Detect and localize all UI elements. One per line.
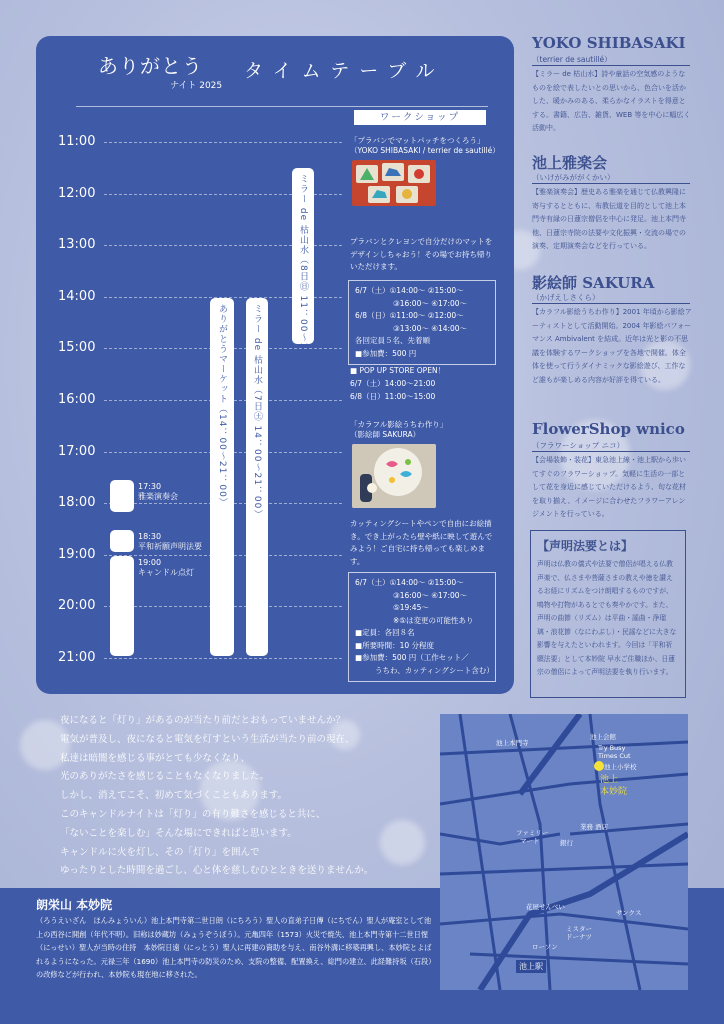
- map-label: Times Cut: [598, 752, 631, 760]
- candle-block: [110, 556, 134, 656]
- workshop-heading: ワークショップ: [354, 110, 486, 125]
- hour-gridline: [104, 142, 342, 143]
- hour-label: 11:00: [58, 134, 96, 149]
- schedule-line: ■所要時間：10 分程度: [355, 640, 435, 650]
- map-label: 池上本門寺: [496, 739, 529, 747]
- profile-body-sakura: 【カラフル影絵うちわ作り】2001 年頃から影絵アーティストとして活動開始。2004 年影絵パフォーマンス Ambivalent を結成。近年は光と影の不思議を体験するワークショップを各地で開催。体全体を使って行うダイナミックな影絵遊び、工作など誰もが楽しめる内容が好評を得ている。: [532, 308, 692, 384]
- shomyo-event: [138, 532, 202, 552]
- venue-label: 池上: [600, 775, 619, 785]
- map-label: 池上会館: [590, 733, 616, 741]
- message-line: 光のありがたさを感じることもなくなりました。: [60, 771, 270, 783]
- profile-sub-gagaku: （いけがみががくかい）: [532, 173, 615, 182]
- gagaku-block: [110, 480, 134, 512]
- map-roads: [440, 714, 688, 990]
- candle-night-message: [60, 712, 373, 881]
- title-divider: [76, 106, 488, 107]
- ws2-description: カッティングシートやペンで自由にお絵描き。でき上がったら壁や紙に映して遊んでみよう！ご自宅に持ち帰っても楽しめます。: [350, 519, 493, 566]
- profile-sub-yoko: （terrier de sautillé）: [532, 55, 612, 64]
- map-label: 花屋せんべい: [526, 903, 565, 911]
- shomyo-body: 声明は仏教の儀式や法要で僧侶が唱える仏教声楽で、仏さまや菩薩さまの教えや徳を讃えるお経にリズムをつけ朗唱するものですが、鳴物や打物があるとでも奏やかです。また、声明の曲節（リズム）は平曲・謡曲・浄瑠璃・浪花節（なにわぶし）・民謡などに大きな影響を与えたといわれます。今回は「平和祈願法要」として本妙院 早水ご住職ほか、日蓮宗の僧侶によって声明法要を執り行います。: [537, 560, 677, 676]
- candle-event: [138, 558, 194, 578]
- event-subtitle: ナイト 2025: [170, 81, 223, 91]
- popup-store: [350, 364, 445, 403]
- plaban-photo: [352, 160, 436, 206]
- schedule-line: うちわ、カッティングシート含む）: [375, 665, 494, 675]
- schedule-line: ③16:00～ ④17:00～: [393, 590, 468, 600]
- hour-gridline: [104, 658, 342, 659]
- message-line: ゆったりとした時間を過ごし、心と体を慈しむひとときを送りませんか。: [60, 865, 374, 877]
- schedule-line: ③16:00～ ④17:00～: [393, 298, 468, 308]
- station-label: 池上駅: [516, 960, 546, 973]
- event-time: 17:30: [138, 482, 162, 491]
- temple-title: 朗栄山 本妙院: [36, 898, 113, 912]
- hour-label: 12:00: [58, 185, 96, 201]
- map-label: 銀行: [560, 839, 573, 847]
- ws1-schedule: [348, 280, 496, 365]
- hour-label: 20:00: [58, 598, 96, 614]
- ws1-org: （YOKO SHIBASAKI / terrier de sautillé）: [350, 146, 500, 155]
- hour-label: 16:00: [58, 392, 96, 407]
- schedule-line: 各回定員５名、先着順: [355, 336, 430, 345]
- event-name: 平和祈願声明法要: [138, 542, 202, 551]
- hour-label: 13:00: [58, 237, 96, 253]
- gagaku-event: [138, 482, 178, 502]
- event-name: 雅楽演奏会: [138, 492, 178, 501]
- message-line: 電気が普及し、夜になると電気を灯すという生活が当たり前の現在、: [60, 733, 355, 745]
- temple-history: （ろうえいざん ほんみょういん）池上本門寺第二世日朗（にちろう）聖人の直弟子日傳（にちでん）聖人が庵室として池上の西谷に開創（年代不明）。旧称は妙蔵坊（みょうぞうぼう）。元亀四年（1573）火災で焼失、池上本門寺第十二世日惺（にっせい）聖人が当時の住持 本妙院日遠（にっとう）聖人に再建の資助を与え、南谷外溝に移築再興し、本妙院とよばれるようになった。元禄三年（1690）池上本門寺の防災のため、支院の整備、配置換え、総門の建立、此経難持坂（石段）の改修などが行われ、本妙院も現在地に移された。: [36, 916, 436, 980]
- schedule-line: ■定員：各回８名: [355, 628, 415, 637]
- message-line: このキャンドルナイトは「灯り」の有り難さを感じると共に、: [60, 808, 326, 820]
- map-label: ドーナツ: [566, 933, 592, 941]
- hour-label: 21:00: [58, 650, 96, 665]
- profile-sub-sakura: （かげえしさくら）: [532, 293, 600, 302]
- hour-label: 17:00: [58, 443, 96, 459]
- mirror-karesansui-8th-bar: [292, 168, 314, 390]
- popup-title: ■ POP UP STORE OPEN！: [350, 366, 446, 375]
- profile-name-flowershop: FlowerShop wnico: [532, 420, 685, 438]
- hour-label: 19:00: [58, 546, 96, 562]
- map-label: ミスター: [566, 925, 592, 933]
- profile-divider: [532, 303, 690, 304]
- map-label: 池上小学校: [604, 763, 637, 771]
- event-title: ありがとう: [98, 54, 203, 78]
- hour-label: 18:00: [58, 495, 96, 511]
- arigatou-market-bar: [210, 298, 234, 656]
- schedule-line: 6/7（土）①14:00～ ②15:00～: [355, 286, 464, 295]
- hour-label: 14:00: [58, 288, 96, 304]
- ws1-title: 「プラバンでマットパッチをつくろう」: [350, 136, 485, 145]
- profile-name-yoko: YOKO SHIBASAKI: [532, 34, 686, 52]
- message-line: 私達は暗闇を感じる事がとても少なくなり、: [60, 752, 251, 764]
- schedule-line: ■参加費：500 円: [355, 348, 417, 358]
- profile-name-sakura: 影絵師 SAKURA: [532, 274, 655, 292]
- map-label: 業務 酒店: [580, 823, 609, 831]
- map-label: ファミリー: [516, 829, 549, 837]
- schedule-line: 6/7（土）①14:00～ ②15:00～: [355, 578, 464, 587]
- message-line: しかし、消えてこそ、初めて気づくこともあります。: [60, 790, 288, 802]
- event-time: 18:30: [138, 532, 162, 541]
- hour-label: 15:00: [58, 340, 96, 356]
- schedule-line: 6/8（日）①11:00～ ②12:00～: [355, 311, 464, 320]
- profile-sub-flowershop: （フラワーショップ ニコ）: [532, 441, 625, 450]
- arigatou-market-label: ありがとうマーケット（14：00～21：00）: [217, 304, 227, 508]
- mirror-karesansui-8th-label: ミラー de 枯山水（8日㊐ 11：00～15：00）: [298, 174, 308, 390]
- profile-body-flowershop: 【会場装飾・装花】東急池上線・池上駅から歩いてすぐのフラワーショップ。気軽に生活の一部として花を身近に感じていただけるよう、旬な花材を取り揃え、イメージに合わせたフラワーアレンジメントを行っている。: [532, 456, 686, 518]
- ws1-description: プラバンとクレヨンで自分だけのマットをデザインしちゃおう！その場でお持ち帰りいただけます。: [350, 237, 493, 271]
- bokeh-light: [380, 820, 425, 865]
- popup-date: 6/7（土）14:00～21:00: [350, 379, 436, 388]
- message-line: 「ないことを楽しむ」そんな場にできればと思います。: [60, 827, 297, 839]
- schedule-line: ⑤19:45～: [393, 603, 429, 612]
- map-label: Try Busy: [598, 744, 626, 752]
- map-label: サンクス: [616, 909, 642, 917]
- event-time: 19:00: [138, 558, 162, 567]
- schedule-line: ③13:00～ ④14:00～: [393, 323, 468, 333]
- event-name: キャンドル点灯: [138, 568, 194, 577]
- timetable-panel: [36, 36, 514, 694]
- ws2-org: （影絵師 SAKURA）: [350, 430, 421, 439]
- venue-label: 本妙院: [600, 787, 628, 797]
- mirror-karesansui-7th-label: ミラー de 枯山水（7日㊏ 14：00～21：00）: [252, 304, 262, 520]
- message-line: キャンドルに火を灯し、その「灯り」を囲んで: [60, 846, 260, 858]
- profile-divider: [532, 451, 690, 452]
- schedule-line: ※⑤は変更の可能性あり: [393, 615, 474, 625]
- ws2-title: 「カラフル影絵うちわ作り」: [350, 420, 448, 429]
- mirror-karesansui-7th-bar: [246, 298, 268, 656]
- profile-name-gagaku: 池上雅楽会: [532, 154, 608, 172]
- shomyo-block: [110, 530, 134, 552]
- map-label: マート: [520, 837, 540, 845]
- map-label: ローソン: [532, 943, 558, 951]
- profile-divider: [532, 65, 690, 66]
- access-map: [440, 714, 688, 990]
- popup-date: 6/8（日）11:00～15:00: [350, 392, 436, 401]
- profile-body-yoko: 【ミラー de 枯山水】詩や童話の空気感のようなものを絵で表したいとの思いから、色合いを活かした、暖かみのある、柔らかなイラストを得意とする。書籍、広告、雑貨、WEB 等を中心に幅広く活動中。: [532, 70, 691, 132]
- timetable-heading: タイムテーブル: [244, 60, 445, 82]
- shomyo-box: [530, 530, 686, 698]
- uchiwa-photo: [352, 444, 436, 508]
- message-line: 夜になると「灯り」があるのが当たり前だとおもっていませんか？: [60, 715, 346, 726]
- shomyo-title: 【声明法要とは】: [537, 539, 634, 553]
- profile-body-gagaku: 【雅楽演奏会】歴史ある雅楽を通じて仏教興隆に寄与するとともに、布教伝道を目的として池上本門寺有縁の日蓮宗僧侶を中心に発足。池上本門寺他、日蓮宗寺院の法要や文化振興・交流の場での演奏、定期演奏会などを行っている。: [532, 188, 686, 250]
- profile-divider: [532, 183, 690, 184]
- ws2-schedule: [348, 572, 496, 682]
- venue-marker: [594, 761, 604, 771]
- schedule-line: ■参加費：500 円（工作セット／: [355, 653, 469, 662]
